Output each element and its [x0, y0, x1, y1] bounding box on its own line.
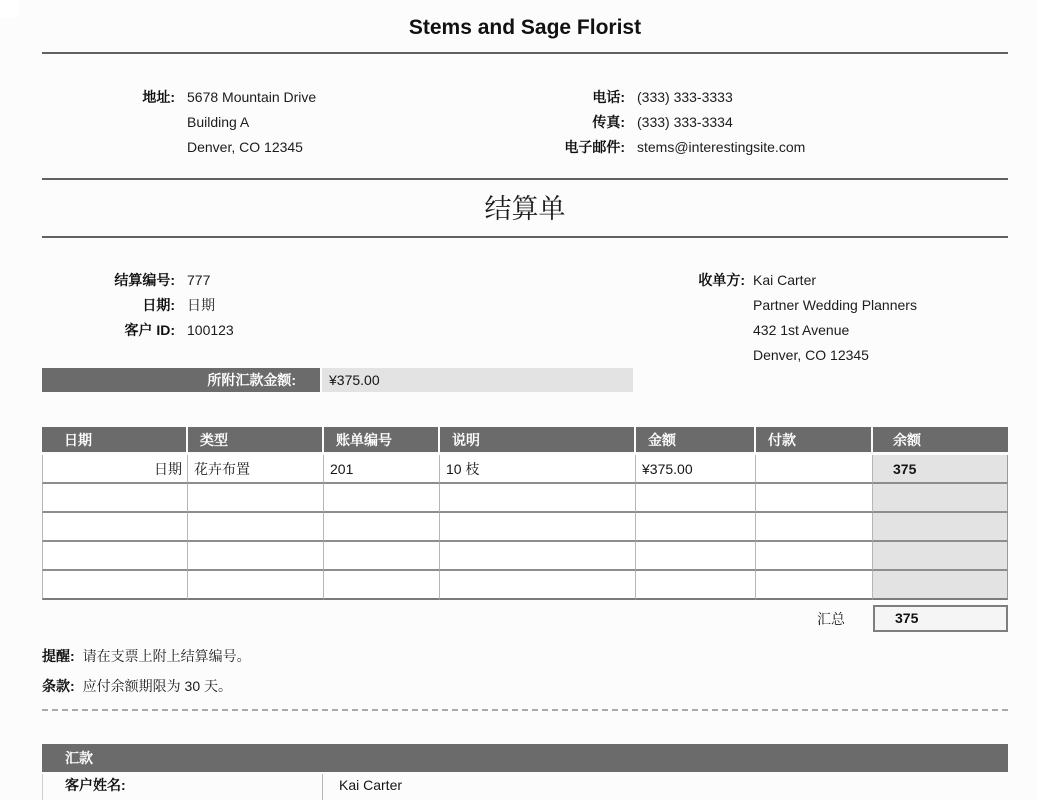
- bill-to-line-1: [693, 268, 917, 293]
- address-block: [42, 85, 1008, 160]
- terms-text: 应付余额期限为 30 天。: [82, 678, 233, 694]
- cell-type: [188, 542, 324, 571]
- table-row: [42, 571, 1008, 600]
- table-row: [42, 484, 1008, 513]
- email-value: stems@interestingsite.com: [637, 139, 806, 155]
- customer-name-value: Kai Carter: [339, 777, 403, 793]
- company-name: Stems and Sage Florist: [408, 16, 642, 39]
- table-header-row: [42, 427, 1008, 455]
- statement-number-label: 结算编号:: [114, 272, 175, 288]
- reminder-text: 请在支票上附上结算编号。: [82, 648, 251, 664]
- terms-line: [42, 677, 1008, 696]
- contact-block: [545, 85, 805, 160]
- table-row: [42, 455, 1008, 484]
- bill-to-line-2: [693, 293, 917, 318]
- cell-payment: [756, 484, 873, 513]
- tear-off-divider: [42, 709, 1008, 711]
- amount-enclosed-row: [42, 368, 1008, 392]
- bill-to-name: Kai Carter: [753, 272, 817, 288]
- cell-amount: [636, 571, 756, 600]
- bill-to-line-4: [693, 343, 917, 368]
- col-header-payment: 付款: [756, 427, 873, 455]
- amount-enclosed-value: ¥375.00: [322, 368, 633, 392]
- col-header-invoice-number: 账单编号: [324, 427, 440, 455]
- header-divider: [42, 52, 1008, 54]
- cell-description: [440, 542, 636, 571]
- cell-balance: [873, 542, 1008, 571]
- email-line: [545, 135, 805, 160]
- address-label: 地址:: [142, 89, 175, 105]
- address-street: 5678 Mountain Drive: [187, 89, 317, 105]
- address-line-1: [42, 85, 1008, 110]
- phone-label: 电话:: [592, 89, 625, 105]
- remittance-customer-row: [42, 774, 1008, 800]
- total-label: 汇总: [817, 610, 845, 627]
- customer-name-label: 客户姓名:: [43, 774, 323, 800]
- cell-invoice-number: [324, 513, 440, 542]
- cell-description: [440, 484, 636, 513]
- cell-invoice-number: [324, 571, 440, 600]
- cell-date: [42, 513, 188, 542]
- cell-payment: [756, 542, 873, 571]
- cell-balance: [873, 513, 1008, 542]
- statement-date-value: 日期: [187, 297, 215, 313]
- cell-amount: [636, 484, 756, 513]
- cell-type: 花卉布置: [188, 455, 324, 484]
- fax-label: 传真:: [592, 114, 625, 130]
- col-header-balance: 余额: [873, 427, 1008, 455]
- cell-invoice-number: [324, 484, 440, 513]
- cell-invoice-number: 201: [324, 455, 440, 484]
- cell-type: [188, 484, 324, 513]
- bill-to-line-3: [693, 318, 917, 343]
- reminder-label: 提醒:: [42, 648, 75, 664]
- document-title: 结算单: [484, 194, 566, 224]
- customer-id-label: 客户 ID:: [124, 322, 175, 338]
- cell-amount: ¥375.00: [636, 455, 756, 484]
- reminder-line: [42, 647, 1008, 666]
- address-city: Denver, CO 12345: [187, 139, 303, 155]
- col-header-date: 日期: [42, 427, 188, 455]
- cell-payment: [756, 455, 873, 484]
- fax-line: [545, 110, 805, 135]
- cell-amount: [636, 542, 756, 571]
- address-line-3: [42, 135, 1008, 160]
- statement-table: [42, 427, 1008, 600]
- bill-to-label: 收单方:: [698, 272, 745, 288]
- cell-amount: [636, 513, 756, 542]
- address-building: Building A: [187, 114, 250, 130]
- address-line-2: [42, 110, 1008, 135]
- bill-to-street: 432 1st Avenue: [753, 322, 850, 338]
- cell-description: [440, 513, 636, 542]
- email-label: 电子邮件:: [564, 139, 625, 155]
- cell-balance: [873, 571, 1008, 600]
- cell-type: [188, 571, 324, 600]
- cell-date: 日期: [42, 455, 188, 484]
- cell-date: [42, 542, 188, 571]
- cell-payment: [756, 571, 873, 600]
- terms-label: 条款:: [42, 678, 75, 694]
- document-content: [42, 0, 1008, 800]
- statement-date-label: 日期:: [142, 297, 175, 313]
- cell-type: [188, 513, 324, 542]
- col-header-description: 说明: [440, 427, 636, 455]
- cell-description: [440, 571, 636, 600]
- statement-number-value: 777: [187, 272, 211, 288]
- cell-date: [42, 571, 188, 600]
- remittance-section-header: 汇款: [42, 744, 1008, 772]
- table-row: [42, 513, 1008, 542]
- col-header-amount: 金额: [636, 427, 756, 455]
- cell-balance: 375: [873, 455, 1008, 484]
- col-header-type: 类型: [188, 427, 324, 455]
- statement-info-section: [42, 268, 1008, 368]
- cell-balance: [873, 484, 1008, 513]
- phone-value: (333) 333-3333: [637, 89, 733, 105]
- table-row: [42, 542, 1008, 571]
- company-info-section: [42, 85, 1008, 160]
- title-divider-top: [42, 178, 1008, 180]
- cell-invoice-number: [324, 542, 440, 571]
- total-value: 375: [873, 605, 1008, 632]
- cell-date: [42, 484, 188, 513]
- amount-enclosed-label: 所附汇款金额:: [42, 368, 320, 392]
- corner-artifact: [0, 0, 18, 18]
- title-divider-bottom: [42, 236, 1008, 238]
- cell-description: 10 枝: [440, 455, 636, 484]
- fax-value: (333) 333-3334: [637, 114, 733, 130]
- bill-to-company: Partner Wedding Planners: [753, 297, 917, 313]
- bill-to-city: Denver, CO 12345: [753, 347, 869, 363]
- bill-to-block: [693, 268, 917, 368]
- customer-id-value: 100123: [187, 322, 234, 338]
- phone-line: [545, 85, 805, 110]
- total-row: [42, 605, 1008, 632]
- cell-payment: [756, 513, 873, 542]
